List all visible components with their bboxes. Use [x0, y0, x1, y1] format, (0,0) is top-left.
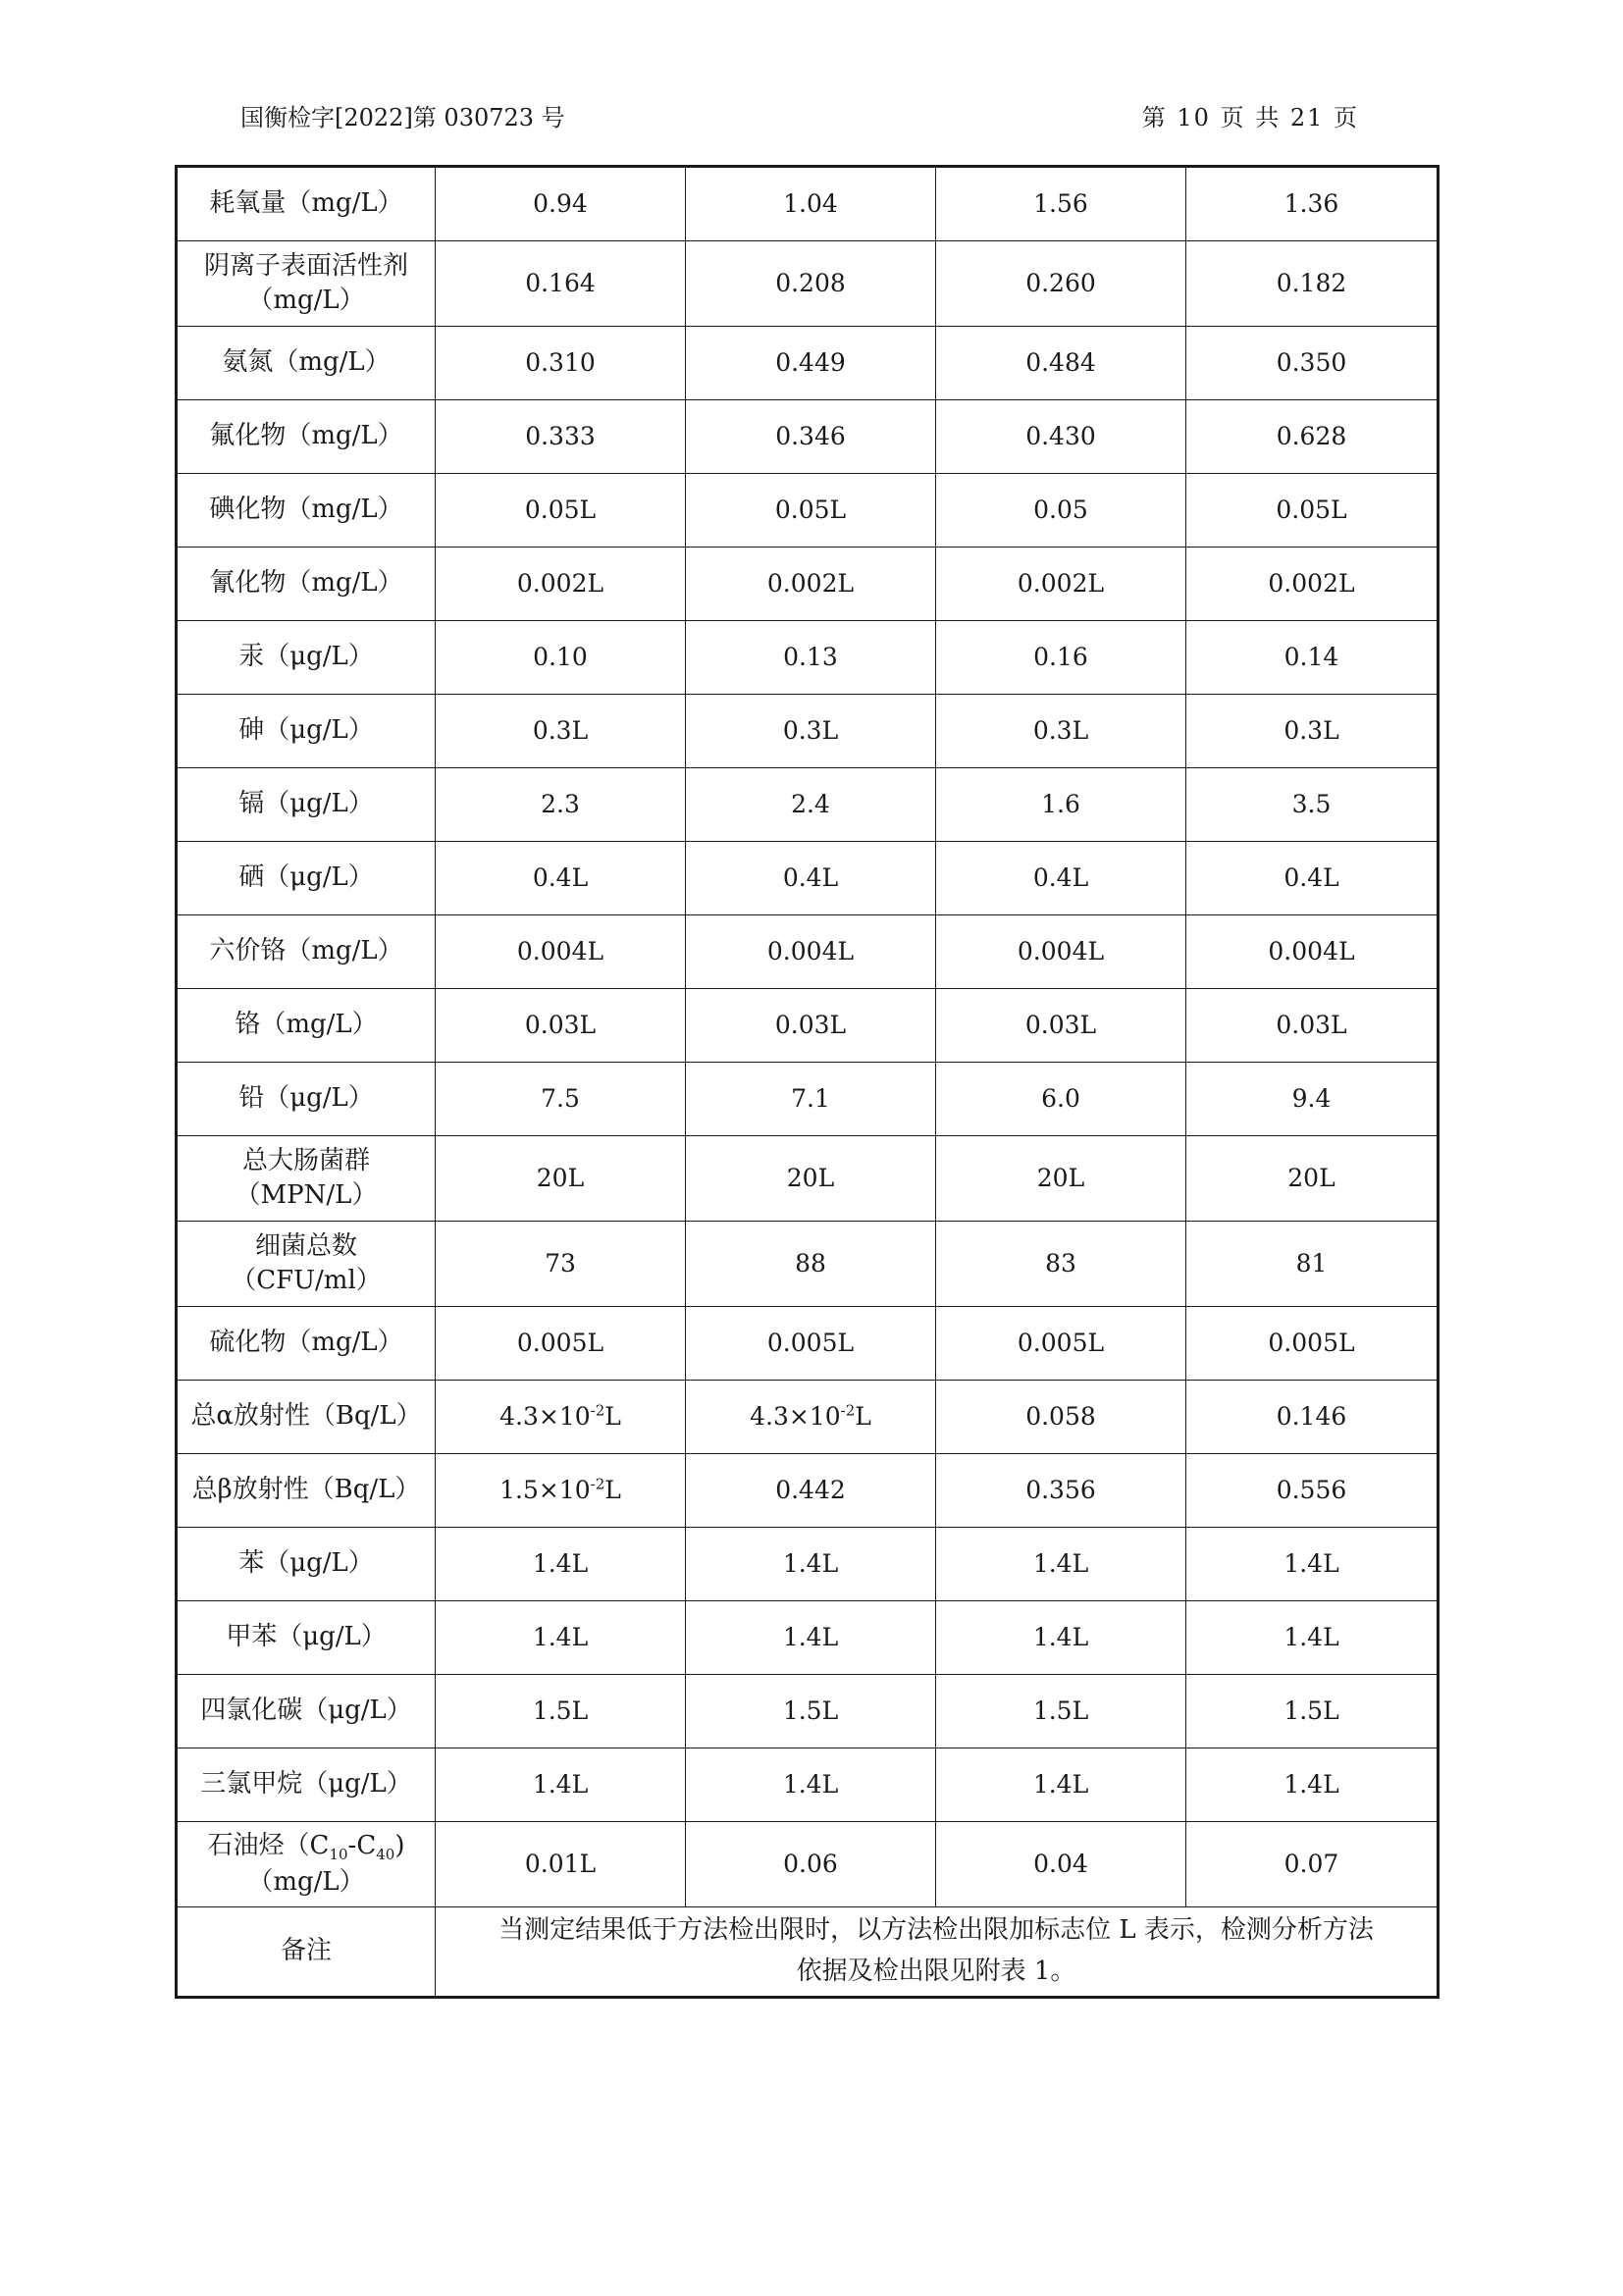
value-cell: 0.004L: [936, 915, 1186, 989]
value-cell: 1.4L: [436, 1748, 686, 1822]
value-cell: 7.5: [436, 1063, 686, 1136]
item-name: [177, 1822, 436, 1907]
item-name-prefix: 石油烃（C: [207, 1831, 330, 1861]
value-cell: 1.5L: [686, 1675, 936, 1748]
value-cell: 0.16: [936, 621, 1186, 695]
value-cell: 0.14: [1186, 621, 1439, 695]
value-cell: 0.94: [436, 167, 686, 241]
table-row: [177, 915, 1439, 989]
table-row: [177, 1063, 1439, 1136]
value-cell: 0.01L: [436, 1822, 686, 1907]
value-cell: 0.002L: [436, 548, 686, 621]
value-cell: 0.004L: [436, 915, 686, 989]
item-name: 铬（mg/L）: [177, 989, 436, 1063]
sci-mantissa: 1.5×10: [499, 1476, 591, 1505]
value-cell: 83: [936, 1222, 1186, 1307]
value-cell: 0.350: [1186, 327, 1439, 400]
item-name: 总α放射性（Bq/L）: [177, 1381, 436, 1454]
report-number: 国衡检字[2022]第 030723 号: [240, 104, 565, 131]
value-cell: 6.0: [936, 1063, 1186, 1136]
value-cell: 0.164: [436, 241, 686, 327]
page-number: 第 10 页 共 21 页: [1141, 104, 1359, 131]
value-cell: 0.06: [686, 1822, 936, 1907]
table-row: [177, 241, 1439, 327]
value-cell: [686, 1381, 936, 1454]
value-cell: 20L: [686, 1136, 936, 1222]
value-cell: 0.430: [936, 400, 1186, 474]
value-cell: 1.04: [686, 167, 936, 241]
value-cell: 0.13: [686, 621, 936, 695]
value-cell: 0.005L: [436, 1307, 686, 1381]
sci-suffix: L: [604, 1402, 621, 1432]
value-cell: 0.3L: [936, 695, 1186, 768]
item-name-line1: 总大肠菌群: [241, 1145, 370, 1175]
table-row: [177, 768, 1439, 842]
item-name-line1: 阴离子表面活性剂: [203, 250, 408, 281]
item-name: 硫化物（mg/L）: [177, 1307, 436, 1381]
value-cell: 2.4: [686, 768, 936, 842]
value-cell: 1.4L: [436, 1601, 686, 1675]
value-cell: 1.6: [936, 768, 1186, 842]
sci-mantissa: 4.3×10: [499, 1402, 591, 1432]
item-name: 氨氮（mg/L）: [177, 327, 436, 400]
item-name-mid: -C: [347, 1831, 377, 1861]
item-name-line2: （mg/L）: [247, 1866, 365, 1897]
value-cell: 1.4L: [436, 1528, 686, 1601]
item-name: 氟化物（mg/L）: [177, 400, 436, 474]
value-cell: 1.4L: [1186, 1601, 1439, 1675]
value-cell: 9.4: [1186, 1063, 1439, 1136]
table-row: [177, 1748, 1439, 1822]
value-cell: 1.4L: [936, 1528, 1186, 1601]
value-cell: 1.4L: [686, 1748, 936, 1822]
value-cell: 0.260: [936, 241, 1186, 327]
value-cell: 73: [436, 1222, 686, 1307]
sci-mantissa: 4.3×10: [750, 1402, 841, 1432]
notes-label: 备注: [177, 1907, 436, 1998]
value-cell: 0.07: [1186, 1822, 1439, 1907]
item-name-line2: （CFU/ml）: [231, 1266, 382, 1295]
notes-line1: 当测定结果低于方法检出限时，以方法检出限加标志位 L 表示，检测分析方法: [498, 1915, 1374, 1946]
value-cell: 0.346: [686, 400, 936, 474]
table-row: [177, 1222, 1439, 1307]
value-cell: 1.36: [1186, 167, 1439, 241]
value-cell: 20L: [1186, 1136, 1439, 1222]
value-cell: 1.4L: [686, 1528, 936, 1601]
value-cell: 81: [1186, 1222, 1439, 1307]
value-cell: 0.356: [936, 1454, 1186, 1528]
item-name: [177, 1136, 436, 1222]
item-name-suffix: ): [394, 1831, 405, 1861]
value-cell: 0.04: [936, 1822, 1186, 1907]
item-name-line1: 细菌总数: [254, 1230, 357, 1261]
table-row: [177, 1454, 1439, 1528]
value-cell: 0.03L: [436, 989, 686, 1063]
item-name: 硒（μg/L）: [177, 842, 436, 915]
value-cell: 1.4L: [686, 1601, 936, 1675]
notes-line2: 依据及检出限见附表 1。: [796, 1957, 1076, 1986]
value-cell: 0.002L: [936, 548, 1186, 621]
sci-exponent: -2: [590, 1401, 605, 1420]
item-name: 甲苯（μg/L）: [177, 1601, 436, 1675]
value-cell: 0.208: [686, 241, 936, 327]
item-name: 六价铬（mg/L）: [177, 915, 436, 989]
value-cell: 1.4L: [936, 1601, 1186, 1675]
item-name: [177, 1222, 436, 1307]
item-name: 汞（μg/L）: [177, 621, 436, 695]
value-cell: 0.484: [936, 327, 1186, 400]
value-cell: 1.4L: [1186, 1528, 1439, 1601]
sci-suffix: L: [604, 1476, 621, 1505]
value-cell: 0.4L: [1186, 842, 1439, 915]
value-cell: 0.146: [1186, 1381, 1439, 1454]
value-cell: 2.3: [436, 768, 686, 842]
value-cell: 0.05L: [686, 474, 936, 548]
value-cell: 0.002L: [1186, 548, 1439, 621]
value-cell: 0.628: [1186, 400, 1439, 474]
item-name: [177, 241, 436, 327]
value-cell: 0.002L: [686, 548, 936, 621]
value-cell: 0.005L: [936, 1307, 1186, 1381]
value-cell: 0.4L: [936, 842, 1186, 915]
carbon-subscript-end: 40: [376, 1846, 395, 1864]
value-cell: 1.5L: [936, 1675, 1186, 1748]
value-cell: 0.333: [436, 400, 686, 474]
value-cell: 0.03L: [1186, 989, 1439, 1063]
table-row: [177, 1822, 1439, 1907]
value-cell: 0.005L: [1186, 1307, 1439, 1381]
value-cell: [436, 1381, 686, 1454]
page-header: [240, 98, 1359, 137]
item-name-line2: （MPN/L）: [235, 1180, 378, 1210]
value-cell: 20L: [436, 1136, 686, 1222]
value-cell: 0.05L: [1186, 474, 1439, 548]
value-cell: 0.005L: [686, 1307, 936, 1381]
value-cell: 0.3L: [1186, 695, 1439, 768]
value-cell: 0.058: [936, 1381, 1186, 1454]
table-row: [177, 400, 1439, 474]
table-row: [177, 1675, 1439, 1748]
value-cell: 3.5: [1186, 768, 1439, 842]
table-row: [177, 1136, 1439, 1222]
test-results-table: [175, 165, 1440, 1999]
value-cell: 1.4L: [936, 1748, 1186, 1822]
value-cell: 0.4L: [436, 842, 686, 915]
value-cell: 1.5L: [436, 1675, 686, 1748]
item-name: 氰化物（mg/L）: [177, 548, 436, 621]
value-cell: 0.03L: [686, 989, 936, 1063]
notes-text: [436, 1907, 1439, 1998]
value-cell: 0.556: [1186, 1454, 1439, 1528]
sci-exponent: -2: [840, 1401, 856, 1420]
value-cell: 0.442: [686, 1454, 936, 1528]
value-cell: 0.03L: [936, 989, 1186, 1063]
value-cell: 1.56: [936, 167, 1186, 241]
table-row: [177, 842, 1439, 915]
value-cell: 0.3L: [686, 695, 936, 768]
item-name: 铅（μg/L）: [177, 1063, 436, 1136]
sci-suffix: L: [855, 1402, 871, 1432]
value-cell: [436, 1454, 686, 1528]
value-cell: 0.4L: [686, 842, 936, 915]
table-row: [177, 548, 1439, 621]
carbon-subscript-start: 10: [329, 1846, 348, 1864]
item-name: 碘化物（mg/L）: [177, 474, 436, 548]
table-row: [177, 474, 1439, 548]
item-name: 四氯化碳（μg/L）: [177, 1675, 436, 1748]
item-name: 三氯甲烷（μg/L）: [177, 1748, 436, 1822]
sci-exponent: -2: [590, 1475, 605, 1493]
value-cell: 1.4L: [1186, 1748, 1439, 1822]
table-row: [177, 1381, 1439, 1454]
table-row: [177, 1307, 1439, 1381]
table-row: [177, 167, 1439, 241]
value-cell: 0.004L: [686, 915, 936, 989]
table-row: [177, 1601, 1439, 1675]
value-cell: 0.10: [436, 621, 686, 695]
value-cell: 0.05L: [436, 474, 686, 548]
item-name: 镉（μg/L）: [177, 768, 436, 842]
notes-row: [177, 1907, 1439, 1998]
value-cell: 0.05: [936, 474, 1186, 548]
value-cell: 88: [686, 1222, 936, 1307]
value-cell: 7.1: [686, 1063, 936, 1136]
value-cell: 0.3L: [436, 695, 686, 768]
value-cell: 0.182: [1186, 241, 1439, 327]
value-cell: 0.004L: [1186, 915, 1439, 989]
table-row: [177, 621, 1439, 695]
value-cell: 1.5L: [1186, 1675, 1439, 1748]
item-name: 总β放射性（Bq/L）: [177, 1454, 436, 1528]
table-row: [177, 695, 1439, 768]
table-row: [177, 327, 1439, 400]
item-name: 耗氧量（mg/L）: [177, 167, 436, 241]
item-name: 砷（μg/L）: [177, 695, 436, 768]
table-row: [177, 1528, 1439, 1601]
value-cell: 0.449: [686, 327, 936, 400]
value-cell: 20L: [936, 1136, 1186, 1222]
value-cell: 0.310: [436, 327, 686, 400]
item-name: 苯（μg/L）: [177, 1528, 436, 1601]
table-row: [177, 989, 1439, 1063]
item-name-line2: （mg/L）: [247, 286, 365, 315]
